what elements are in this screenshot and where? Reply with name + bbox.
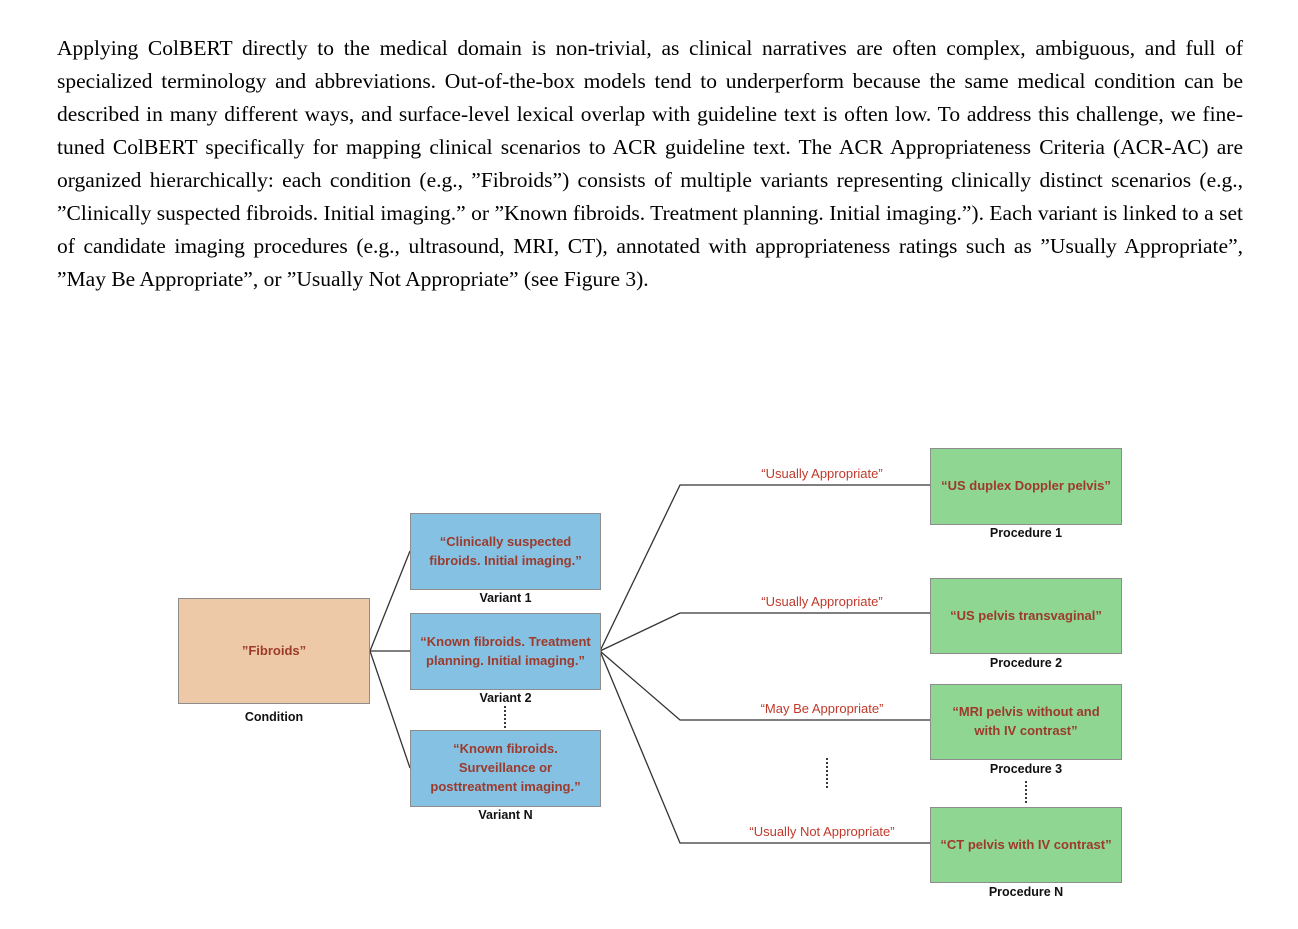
- procedures-vertical-ellipsis: [1025, 781, 1027, 803]
- rating-label-3: “May Be Appropriate”: [760, 701, 884, 716]
- procedure-1-box: [930, 448, 1122, 525]
- ratings-vertical-ellipsis: [826, 758, 828, 788]
- procedure-n-text: “CT pelvis with IV contrast”: [940, 836, 1112, 852]
- variant-2-box: [410, 613, 601, 690]
- variant-2-label: Variant 2: [479, 691, 532, 705]
- procedure-n-box: [930, 807, 1122, 883]
- procedure-n-label: Procedure N: [988, 885, 1064, 899]
- variant-n-label: Variant N: [478, 808, 533, 822]
- variants-vertical-ellipsis: [504, 706, 506, 728]
- procedure-3-label: Procedure 3: [989, 762, 1063, 776]
- procedure-2-text: “US pelvis transvaginal”: [950, 607, 1102, 623]
- condition-text: ”Fibroids”: [241, 642, 307, 658]
- condition-label: Condition: [244, 710, 304, 724]
- rating-label-2: “Usually Appropriate”: [761, 594, 883, 609]
- procedure-2-box: [930, 578, 1122, 654]
- procedure-1-text: “US duplex Doppler pelvis”: [941, 478, 1111, 494]
- rating-label-n: “Usually Not Appropriate”: [749, 824, 895, 839]
- procedure-3-box: [930, 684, 1122, 760]
- variant-1-box: [410, 513, 601, 590]
- variant-1-text: “Clinically suspected fibroids. Initial imaging.”: [429, 533, 582, 568]
- variant-n-text: “Known fibroids. Surveillance or posttreatment imaging.”: [430, 741, 581, 794]
- paragraph-text: Applying ColBERT directly to the medical domain is non-trivial, as clinical narratives are often complex, ambiguous, and full of specialized terminology and abbreviations. Out-of-the-box models tend to underperform because the same medical condition can be described in many different ways, and surface-level lexical overlap with guideline text is often low. To address this challenge, we fine-tuned ColBERT specifically for mapping clinical scenarios to ACR guideline text. The ACR Appropriateness Criteria (ACR-AC) are organized hierarchically: each condition (e.g., ”Fibroids”) consists of multiple variants representing clinically distinct scenarios (e.g., ”Clinically suspected fibroids. Initial imaging.” or ”Known fibroids. Treatment planning. Initial imaging.”). Each variant is linked to a set of candidate imaging procedures (e.g., ultrasound, MRI, CT), annotated with appropriateness ratings such as ”Usually Appropriate”, ”May Be Appropriate”, or ”Usually Not Appropriate” (see Figure 3).: [57, 36, 1243, 291]
- procedure-3-text: “MRI pelvis without and with IV contrast”: [952, 704, 1100, 738]
- procedure-1-label: Procedure 1: [989, 526, 1063, 540]
- procedure-2-label: Procedure 2: [989, 656, 1063, 670]
- variant-n-box: [410, 730, 601, 807]
- variant-1-label: Variant 1: [479, 591, 532, 605]
- variant-2-text: “Known fibroids. Treatment planning. Initial imaging.”: [420, 633, 591, 668]
- condition-box: [178, 598, 370, 704]
- rating-label-1: “Usually Appropriate”: [761, 466, 883, 481]
